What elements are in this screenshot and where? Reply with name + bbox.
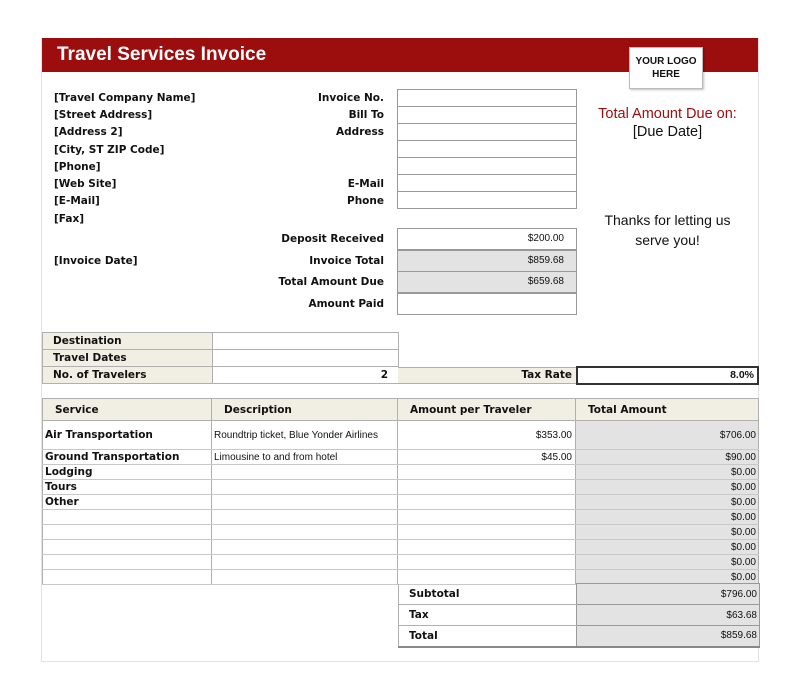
travelers-label: No. of Travelers <box>43 367 213 384</box>
total-column-header: Total Amount <box>576 399 759 421</box>
phone-input[interactable] <box>397 191 577 209</box>
address-input-2[interactable] <box>397 140 577 158</box>
description-cell[interactable] <box>212 480 398 495</box>
description-cell[interactable]: Roundtrip ticket, Blue Yonder Airlines <box>212 421 398 450</box>
total-cell: $0.00 <box>576 555 759 570</box>
service-cell[interactable] <box>43 525 212 540</box>
service-cell[interactable]: Air Transportation <box>43 421 212 450</box>
description-cell[interactable] <box>212 465 398 480</box>
total-due-heading: Total Amount Due on: <box>598 106 737 122</box>
email-input[interactable] <box>397 174 577 192</box>
total-cell: $0.00 <box>576 540 759 555</box>
total-cell: $0.00 <box>576 510 759 525</box>
thanks-line2: serve you! <box>635 232 700 248</box>
description-cell[interactable] <box>212 510 398 525</box>
table-row <box>43 480 759 495</box>
amount-paid-label: Amount Paid <box>308 298 384 310</box>
destination-input[interactable] <box>213 333 399 350</box>
service-cell[interactable] <box>43 540 212 555</box>
deposit-value: $200.00 <box>527 233 564 244</box>
travelers-row <box>43 367 399 384</box>
invoice-no-input[interactable] <box>397 89 577 107</box>
invoice-total-value: $859.68 <box>527 255 564 266</box>
tax-label: Tax <box>399 605 577 626</box>
amount-cell[interactable] <box>398 510 576 525</box>
subtotal-row <box>399 584 760 605</box>
service-cell[interactable]: Other <box>43 495 212 510</box>
company-phone[interactable]: [Phone] <box>54 161 101 173</box>
total-value: $859.68 <box>577 626 760 647</box>
tax-rate-label-cell <box>398 367 576 384</box>
travel-dates-input[interactable] <box>213 350 399 367</box>
company-address2[interactable]: [Address 2] <box>54 126 123 138</box>
service-cell[interactable] <box>43 555 212 570</box>
address-input-1[interactable] <box>397 123 577 141</box>
deposit-label: Deposit Received <box>281 233 384 245</box>
amount-paid-input[interactable] <box>397 293 577 315</box>
company-fax[interactable]: [Fax] <box>54 213 85 225</box>
total-cell: $0.00 <box>576 495 759 510</box>
amount-cell[interactable] <box>398 465 576 480</box>
travelers-input[interactable]: 2 <box>213 367 399 384</box>
invoice-title: Travel Services Invoice <box>57 44 267 65</box>
description-cell[interactable] <box>212 495 398 510</box>
subtotal-label: Subtotal <box>399 584 577 605</box>
amount-cell[interactable]: $45.00 <box>398 450 576 465</box>
deposit-input[interactable] <box>397 228 577 250</box>
email-label: E-Mail <box>347 178 384 190</box>
total-cell: $0.00 <box>576 465 759 480</box>
company-website[interactable]: [Web Site] <box>54 178 117 190</box>
services-header-row <box>43 399 759 421</box>
trip-info-table <box>42 332 399 384</box>
tax-row <box>399 605 760 626</box>
total-label: Total <box>399 626 577 647</box>
destination-label: Destination <box>43 333 213 350</box>
service-cell[interactable]: Tours <box>43 480 212 495</box>
amount-cell[interactable] <box>398 480 576 495</box>
service-cell[interactable]: Lodging <box>43 465 212 480</box>
logo-text-line2: HERE <box>652 69 680 80</box>
service-column-header: Service <box>43 399 212 421</box>
amount-cell[interactable] <box>398 540 576 555</box>
service-cell[interactable] <box>43 570 212 585</box>
bill-to-label: Bill To <box>348 109 384 121</box>
total-cell: $0.00 <box>576 570 759 585</box>
address-input-3[interactable] <box>397 157 577 175</box>
subtotal-value: $796.00 <box>577 584 760 605</box>
phone-label: Phone <box>347 195 384 207</box>
services-table <box>42 398 759 585</box>
total-cell: $0.00 <box>576 480 759 495</box>
amount-cell[interactable] <box>398 495 576 510</box>
thank-you-message <box>585 210 750 250</box>
amount-column-header: Amount per Traveler <box>398 399 576 421</box>
total-row <box>399 626 760 647</box>
service-cell[interactable]: Ground Transportation <box>43 450 212 465</box>
address-label: Address <box>336 126 384 138</box>
description-cell[interactable] <box>212 540 398 555</box>
table-row <box>43 495 759 510</box>
description-column-header: Description <box>212 399 398 421</box>
total-cell: $706.00 <box>576 421 759 450</box>
table-row <box>43 450 759 465</box>
company-name[interactable]: [Travel Company Name] <box>54 92 196 104</box>
description-cell[interactable] <box>212 525 398 540</box>
tax-rate-label: Tax Rate <box>521 369 572 381</box>
tax-rate-value: 8.0% <box>730 369 754 381</box>
table-row <box>43 421 759 450</box>
tax-rate-input[interactable] <box>576 366 759 385</box>
logo-placeholder[interactable] <box>629 47 703 89</box>
total-cell: $90.00 <box>576 450 759 465</box>
due-date[interactable]: [Due Date] <box>632 124 703 140</box>
table-row <box>43 465 759 480</box>
travel-dates-label: Travel Dates <box>43 350 213 367</box>
invoice-date[interactable]: [Invoice Date] <box>54 255 138 267</box>
total-cell: $0.00 <box>576 525 759 540</box>
amount-due-value: $659.68 <box>527 276 564 287</box>
invoice-no-label: Invoice No. <box>317 92 384 104</box>
table-row <box>43 540 759 555</box>
summary-table <box>398 583 760 648</box>
company-city[interactable]: [City, ST ZIP Code] <box>54 144 165 156</box>
table-row <box>43 525 759 540</box>
thanks-line1: Thanks for letting us <box>604 212 731 228</box>
tax-value: $63.68 <box>577 605 760 626</box>
table-row <box>43 510 759 525</box>
company-email[interactable]: [E-Mail] <box>54 195 100 207</box>
travel-dates-row <box>43 350 399 367</box>
amount-due-cell <box>397 271 577 293</box>
invoice-total-cell <box>397 250 577 272</box>
table-row <box>43 555 759 570</box>
destination-row <box>43 333 399 350</box>
amount-due-label: Total Amount Due <box>278 276 384 288</box>
logo-text-line1: YOUR LOGO <box>635 56 697 67</box>
amount-cell[interactable] <box>398 555 576 570</box>
amount-cell[interactable]: $353.00 <box>398 421 576 450</box>
amount-cell[interactable] <box>398 525 576 540</box>
bill-to-input[interactable] <box>397 106 577 124</box>
service-cell[interactable] <box>43 510 212 525</box>
description-cell[interactable]: Limousine to and from hotel <box>212 450 398 465</box>
description-cell[interactable] <box>212 555 398 570</box>
company-street[interactable]: [Street Address] <box>54 109 153 121</box>
invoice-total-label: Invoice Total <box>309 255 384 267</box>
description-cell[interactable] <box>212 570 398 585</box>
